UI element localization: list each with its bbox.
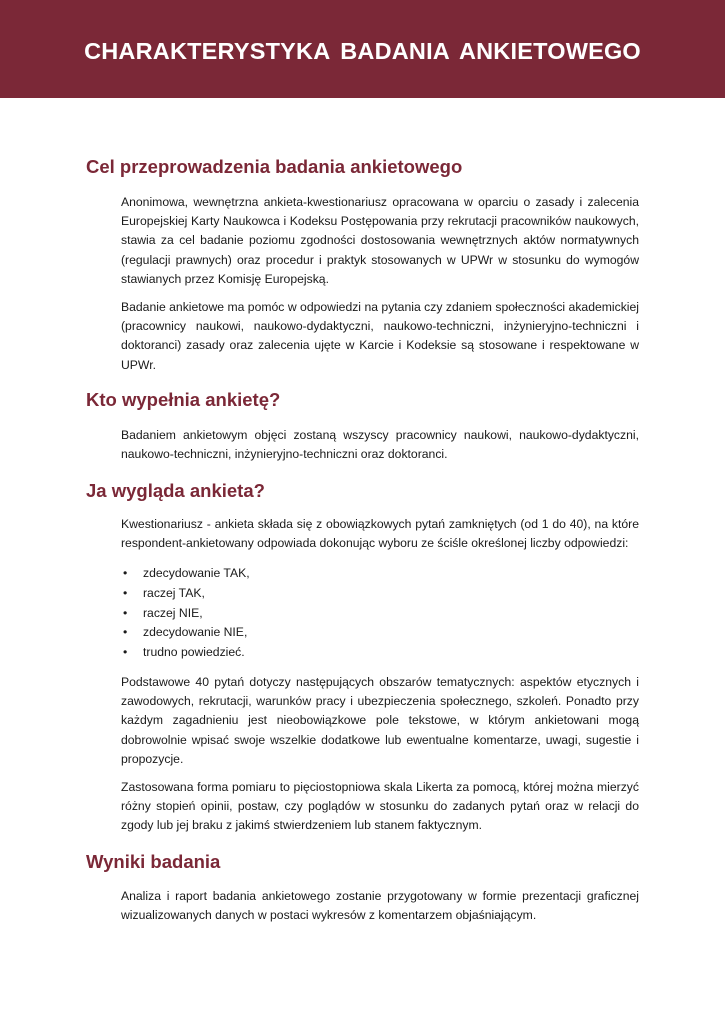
section-heading-who: Kto wypełnia ankietę? [86,389,281,410]
list-item: • trudno powiedzieć. [123,643,250,663]
list-item: • zdecydowanie TAK, [123,564,250,584]
paragraph-who-1: Badaniem ankietowym objęci zostaną wszyscy pracownicy naukowi, naukowo-dydaktyczni, naukowo-techniczni, inżynieryjno-techniczni oraz doktoranci. [121,428,639,462]
paragraph-survey-2: Podstawowe 40 pytań dotyczy następujących obszarów tematycznych: aspektów etycznych i zawodowych, rekrutacji, warunków pracy i ubezpieczenia społecznego, szkoleń. Ponadto przy każdym zagadnieniu jest nieobowiązkowe pole tekstowe, w którym ankietowani mogą dobrowolnie wpisać swoje wszelkie dodatkowe lub ewentualne komentarze, uwagi, sugestie i propozycje. [121,675,639,766]
paragraph-survey-3: Zastosowana forma pomiaru to pięciostopniowa skala Likerta za pomocą, której można mierzyć różny stopień opinii, postaw, czy poglądów w stosunku do zadanych pytań oraz w relacji do zgody lub jej braku z jakimś stwierdzeniem lub stanem faktycznym. [121,780,639,833]
section-heading-survey: Ja wygląda ankieta? [86,480,265,501]
paragraph-goal-2: Badanie ankietowe ma pomóc w odpowiedzi na pytania czy zdaniem społeczności akademickiej (pracownicy naukowi, naukowo-dydaktyczni, naukowo-techniczni, inżynieryjno-techniczni i doktoranci) zasady oraz zalecenia ujęte w Karcie i Kodeksie są stosowane i respektowane w UPWr. [121,300,639,372]
page-title: CHARAKTERYSTYKA BADANIA ANKIETOWEGO [84,38,641,64]
list-item: • raczej TAK, [123,584,250,604]
answer-options-list [143,564,250,663]
section-heading-goal: Cel przeprowadzenia badania ankietowego [86,156,463,177]
list-item: • zdecydowanie NIE, [123,623,250,643]
section-heading-results: Wyniki badania [86,851,221,872]
paragraph-results-1: Analiza i raport badania ankietowego zostanie przygotowany w formie prezentacji graficznej wizualizowanych danych w postaci wykresów z komentarzem objaśniającym. [121,889,639,923]
list-item: • raczej NIE, [123,604,250,624]
paragraph-survey-1: Kwestionariusz - ankieta składa się z obowiązkowych pytań zamkniętych (od 1 do 40), na które respondent-ankietowany odpowiada dokonując wyboru ze ściśle określonej liczby odpowiedzi: [121,517,639,551]
paragraph-goal-1: Anonimowa, wewnętrzna ankieta-kwestionariusz opracowana w oparciu o zasady i zalecenia Europejskiej Karty Naukowca i Kodeksu Postępowania przy rekrutacji pracowników naukowych, stawia za cel badanie poziomu zgodności dostosowania wewnętrznych aktów normatywnych (regulacji prawnych) oraz procedur i praktyk stosowanych w UPWr w stosunku do wymogów stawianych przez Komisję Europejską. [121,195,639,286]
